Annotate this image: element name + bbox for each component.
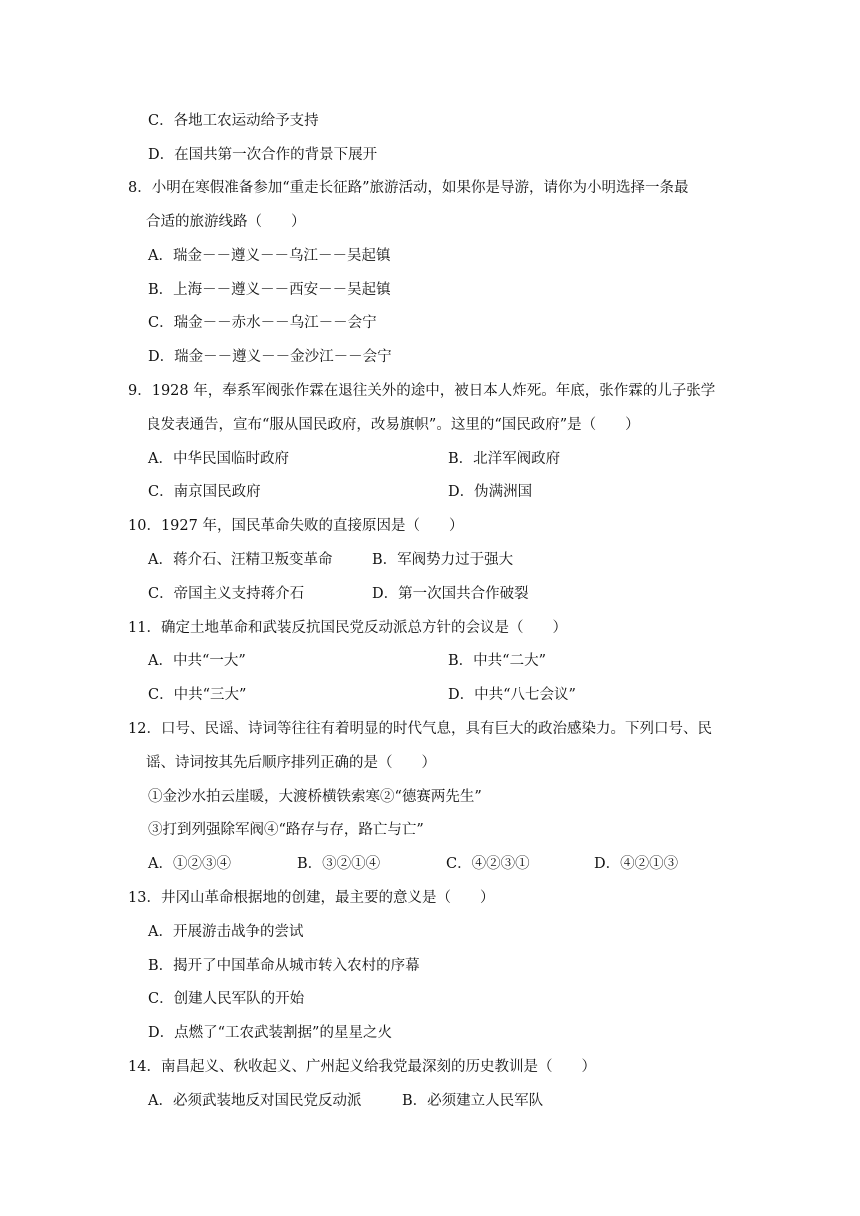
- question-14-stem: 14．南昌起义、秋收起义、广州起义给我党最深刻的历史教训是（ ）: [128, 1059, 596, 1075]
- option-d: D．在国共第一次合作的背景下展开: [148, 147, 378, 163]
- question-11-option-a: A．中共“一大”: [148, 653, 246, 669]
- question-8-option-a: A．瑞金－－遵义－－乌江－－吴起镇: [148, 248, 391, 264]
- question-9-stem: 9．1928 年，奉系军阀张作霖在退往关外的途中，被日本人炸死。年底，张作霖的儿子张学: [128, 383, 716, 399]
- question-8-option-c: C．瑞金－－赤水－－乌江－－会宁: [148, 315, 377, 331]
- question-9-option-b: B．北洋军阀政府: [448, 451, 561, 467]
- question-11-option-b: B．中共“二大”: [448, 653, 546, 669]
- question-12-option-c: C．④②③①: [446, 856, 530, 872]
- question-13-stem: 13．井冈山革命根据地的创建，最主要的意义是（ ）: [128, 890, 495, 906]
- question-14-option-a: A．必须武装地反对国民党反动派: [148, 1093, 362, 1109]
- question-14-option-b: B．必须建立人民军队: [402, 1093, 544, 1109]
- question-13-option-a: A．开展游击战争的尝试: [148, 924, 304, 940]
- question-13-option-c: C．创建人民军队的开始: [148, 991, 305, 1007]
- question-11-stem: 11．确定土地革命和武装反抗国民党反动派总方针的会议是（ ）: [128, 620, 567, 636]
- question-12-stem-cont: 谣、诗词按其先后顺序排列正确的是（ ）: [146, 755, 436, 771]
- question-10-option-a: A．蒋介石、汪精卫叛变革命: [148, 552, 333, 568]
- question-10-option-b: B．军阀势力过于强大: [372, 552, 514, 568]
- question-8-option-d: D．瑞金－－遵义－－金沙江－－会宁: [148, 349, 392, 365]
- question-12-sub-line-1: ①金沙水拍云崖暖，大渡桥横铁索寒②“德赛两先生”: [148, 789, 482, 805]
- question-13-option-b: B．揭开了中国革命从城市转入农村的序幕: [148, 958, 420, 974]
- question-10-option-c: C．帝国主义支持蒋介石: [148, 586, 305, 602]
- question-9-option-d: D．伪满洲国: [448, 484, 533, 500]
- question-12-option-a: A．①②③④: [148, 856, 231, 872]
- question-9-option-a: A．中华民国临时政府: [148, 451, 289, 467]
- question-13-option-d: D．点燃了“工农武装割据”的星星之火: [148, 1025, 392, 1041]
- question-12-option-b: B．③②①④: [297, 856, 381, 872]
- question-11-option-d: D．中共“八七会议”: [448, 687, 576, 703]
- question-8-stem-cont: 合适的旅游线路（ ）: [146, 214, 306, 230]
- question-10-option-d: D．第一次国共合作破裂: [372, 586, 529, 602]
- question-11-option-c: C．中共“三大”: [148, 687, 247, 703]
- question-8-option-b: B．上海－－遵义－－西安－－吴起镇: [148, 282, 391, 298]
- question-9-option-c: C．南京国民政府: [148, 484, 261, 500]
- option-c: C．各地工农运动给予支持: [148, 113, 319, 129]
- question-12-sub-line-2: ③打到列强除军阀④“路存与存，路亡与亡”: [148, 822, 424, 838]
- question-9-stem-cont: 良发表通告，宣布“服从国民政府，改易旗帜”。这里的“国民政府”是（ ）: [146, 417, 640, 433]
- question-8-stem: 8．小明在寒假准备参加“重走长征路”旅游活动，如果你是导游，请你为小明选择一条最: [128, 180, 689, 196]
- question-10-stem: 10．1927 年，国民革命失败的直接原因是（ ）: [128, 518, 464, 534]
- question-12-stem: 12．口号、民谣、诗词等往往有着明显的时代气息，具有巨大的政治感染力。下列口号、民: [128, 721, 712, 737]
- question-12-option-d: D．④②①③: [594, 856, 679, 872]
